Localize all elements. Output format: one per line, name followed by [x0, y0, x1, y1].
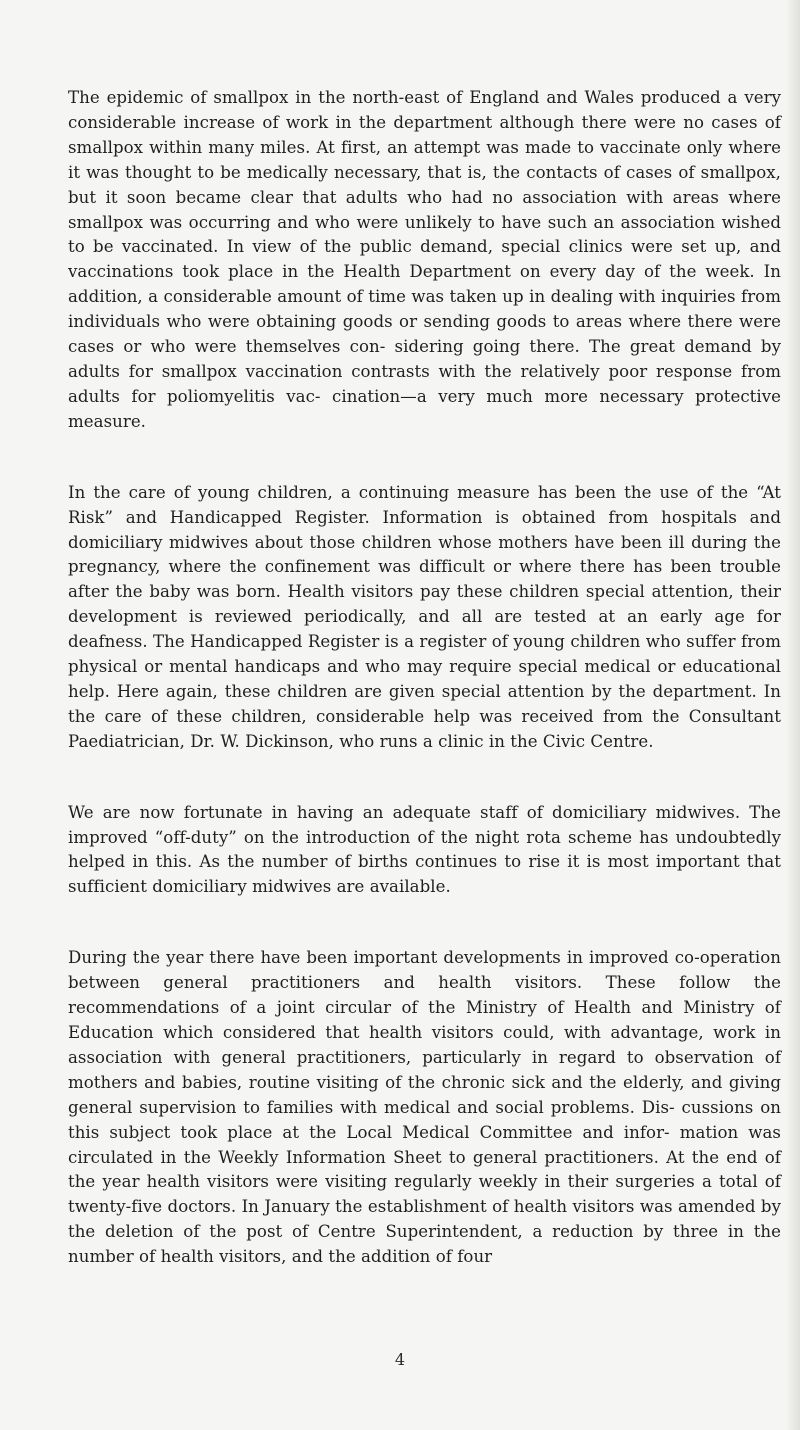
paragraph-health-visitors: During the year there have been important developments in improved co-operation between general practitioners and health visitors. These follow the recommendations of a joint circular of the Ministry of Health and Ministry of Education which considered that health visitors could, with advantage, work in association with general practitioners, particularly in regard to observation of mothers and babies, routine visiting of the chronic sick and the elderly, and giving general supervision to families with medical and social problems. Dis- cussions on this subject took place at the Local Medical Committee and infor- mation was circulated in the Weekly Information Sheet to general practitioners. At the end of the year health visitors were visiting regularly weekly in their surgeries a total of twenty-five doctors. In January the establishment of health visitors was amended by the deletion of the post of Centre Superintendent, a reduction by three in the number of health visitors, and the addition of four — [68, 948, 781, 1267]
page-number: 4 — [394, 1350, 406, 1369]
page-edge-shadow — [786, 0, 800, 1430]
paragraph-midwives: We are now fortunate in having an adequate staff of domiciliary midwives. The improved “off-duty” on the introduction of the night rota scheme has undoubtedly helped in this. As the number of births continues to rise it is most important that sufficient domiciliary midwives are available. — [68, 802, 781, 897]
paragraph-smallpox: The epidemic of smallpox in the north-east of England and Wales produced a very considerable increase of work in the department although there were no cases of smallpox within many miles. At first, an attempt was made to vaccinate only where it was thought to be medically necessary, that is, the contacts of cases of smallpox, but it soon became clear that adults who had no association with areas where smallpox was occurring and who were unlikely to have such an association wished to be vaccinated. In view of the public demand, special clinics were set up, and vaccinations took place in the Health Department on every day of the week. In addition, a considerable amount of time was taken up in dealing with inquiries from individuals who were obtaining goods or sending goods to areas where there were cases or who were themselves con- sidering going there. The great demand by adults for smallpox vaccination contrasts with the relatively poor response from adults for poliomyelitis vac- cination—a very much more necessary protective measure. — [68, 88, 781, 431]
paragraph-at-risk-register: In the care of young children, a continuing measure has been the use of the “At Risk” and Handicapped Register. Information is obtained from hospitals and domiciliary midwives about those children whose mothers have been ill during the pregnancy, where the confinement was difficult or where there has been trouble after the baby was born. Health visitors pay these children special attention, their development is reviewed periodically, and all are tested at an early age for deafness. The Handicapped Register is a register of young children who suffer from physical or mental handicaps and who may require special medical or educational help. Here again, these children are given special attention by the department. In the care of these children, considerable help was received from the Consultant Paediatrician, Dr. W. Dickinson, who runs a clinic in the Civic Centre. — [68, 482, 781, 751]
body-text — [68, 86, 781, 1270]
